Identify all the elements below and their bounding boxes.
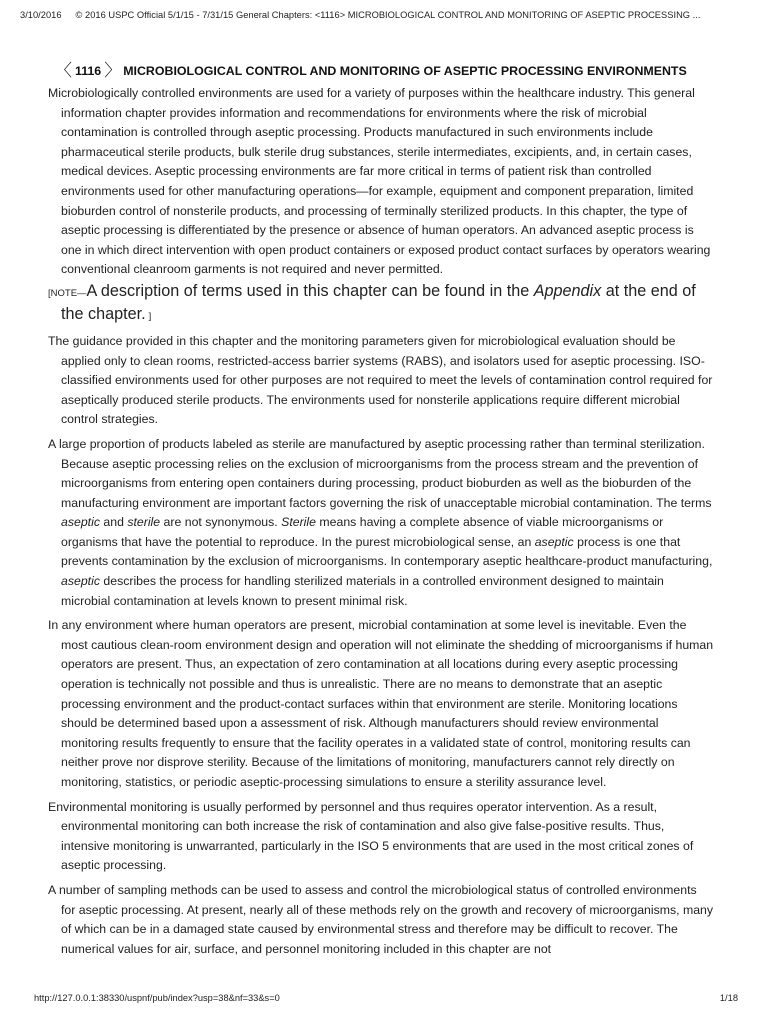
paragraph-scope <box>48 332 714 430</box>
paragraph-environmental-monitoring-text: Environmental monitoring is usually performed by personnel and thus requires operator intervention. As a result, environmental monitoring can both increase the risk of contamination and also give false-positive results. Thus, intensive monitoring is unwarranted, particularly in the ISO 5 environments that are used in the most critical zones of aseptic processing. <box>48 799 694 873</box>
paragraph-text: A large proportion of products labeled as sterile are manufactured by aseptic processing rather than terminal sterilization. Because aseptic processing relies on the exclusion of microorganisms from the process stream and the prevention of microorganisms from entering open containers during processing, product bioburden as well as the bioburden of the manufacturing environment are important factors governing the risk of unacceptable microbial contamination. The terms <box>48 436 712 510</box>
print-title: © 2016 USPC Official 5/1/15 - 7/31/15 General Chapters: <1116> MICROBIOLOGICAL CONTROL AND MONITORING OF ASEPTIC PROCESSING ... <box>75 10 701 20</box>
paragraph-sampling-methods-text: A number of sampling methods can be used to assess and control the microbiological status of controlled environments for aseptic processing. At present, nearly all of these methods rely on the growth and recovery of microorganisms, many of which can be in a damaged state caused by environmental stress and therefore may be difficult to recover. The numerical values for air, surface, and personnel monitoring included in this chapter are not <box>48 882 714 956</box>
term-sterile: sterile <box>127 515 161 530</box>
paragraph-text: describes the process for handling sterilized materials in a controlled environment designed to maintain microbial contamination at levels known to present minimal risk. <box>61 574 664 608</box>
note-appendix-link: Appendix <box>533 281 602 300</box>
paragraph-aseptic-vs-sterile <box>48 435 714 611</box>
paragraph-sampling-methods <box>48 881 714 959</box>
chapter-number: 1116 <box>75 64 102 78</box>
term-aseptic: aseptic <box>61 515 100 530</box>
paragraph-environmental-monitoring <box>48 798 714 876</box>
print-date: 3/10/2016 <box>20 10 62 20</box>
note-block <box>48 281 714 327</box>
chapter-title <box>55 55 687 80</box>
paragraph-intro <box>48 84 714 327</box>
chapter-title-text: MICROBIOLOGICAL CONTROL AND MONITORING OF ASEPTIC PROCESSING ENVIRONMENTS <box>123 64 687 78</box>
paragraph-intro-text: Microbiologically controlled environments are used for a variety of purposes within the healthcare industry. This general information chapter provides information and recommendations for environments where the risk of microbial contamination is controlled through aseptic processing. Products manufactured in such environments include pharmaceutical sterile products, bulk sterile drug substances, sterile intermediates, excipients, and, in certain cases, medical devices. Aseptic processing environments are far more critical in terms of patient risk than controlled environments used for other manufacturing operations—for example, equipment and component preparation, limited bioburden control of nonsterile products, and processing of terminally sterilized products. In this chapter, the type of aseptic processing is differentiated by the presence or absence of human operators. An advanced aseptic process is one in which direct intervention with open product containers or exposed product contact surfaces by operators wearing conventional cleanroom garments is not required and never permitted. <box>48 86 711 277</box>
print-header <box>20 10 756 20</box>
paragraph-text: process is one that prevents contamination by the exclusion of microorganisms. In contemporary aseptic healthcare-product manufacturing, <box>61 534 713 569</box>
note-tag: [NOTE— <box>48 287 87 299</box>
paragraph-text: are not synonymous. <box>160 515 282 530</box>
term-aseptic: aseptic <box>534 534 574 549</box>
paragraph-human-operators-text: In any environment where human operators are present, microbial contamination at some level is inevitable. Even the most cautious clean-room environment design and operation will not eliminate the shedding of microorganisms if human operators are present. Thus, an expectation of zero contamination at all locations during every aseptic processing operation is technically not possible and thus is unrealistic. There are no means to demonstrate that an aseptic processing environment and the product-contact surfaces within that environment are sterile. Monitoring locations should be determined based upon a assessment of risk. Although manufacturers should review environmental monitoring results frequently to ensure that the facility operates in a validated state of control, monitoring results can neither prove nor disprove sterility. Because of the limitations of monitoring, manufacturers cannot rely directly on monitoring, statistics, or periodic aseptic-processing simulations to ensure a sterility assurance level. <box>48 618 714 789</box>
chapter-left-bracket: 〈 <box>55 61 72 80</box>
note-text-before: A description of terms used in this chapter can be found in the <box>86 281 534 300</box>
note-close: ] <box>148 310 152 322</box>
page-number: 1/18 <box>719 993 738 1003</box>
paragraph-scope-text: The guidance provided in this chapter and the monitoring parameters given for microbiological evaluation should be applied only to clean rooms, restricted-access barrier systems (RABS), and isolators used for aseptic processing. ISO-classified environments used for other purposes are not required to meet the levels of contamination control required for aseptically produced sterile products. The environments used for nonsterile applications require different microbial control strategies. <box>48 333 713 427</box>
paragraph-human-operators <box>48 616 714 792</box>
chapter-body <box>48 84 714 964</box>
paragraph-text: and <box>99 515 128 530</box>
term-aseptic: aseptic <box>61 574 100 589</box>
note-text-after: at the end of the chapter. <box>61 281 696 323</box>
term-sterile: Sterile <box>281 515 316 530</box>
print-url: http://127.0.0.1:38330/uspnf/pub/index?usp=38&nf=33&s=0 <box>34 993 280 1003</box>
chapter-right-bracket: 〉 <box>104 61 122 80</box>
paragraph-text: means having a complete absence of viable microorganisms or organisms that have the potential to reproduce. In the purest microbiological sense, an <box>61 515 664 549</box>
